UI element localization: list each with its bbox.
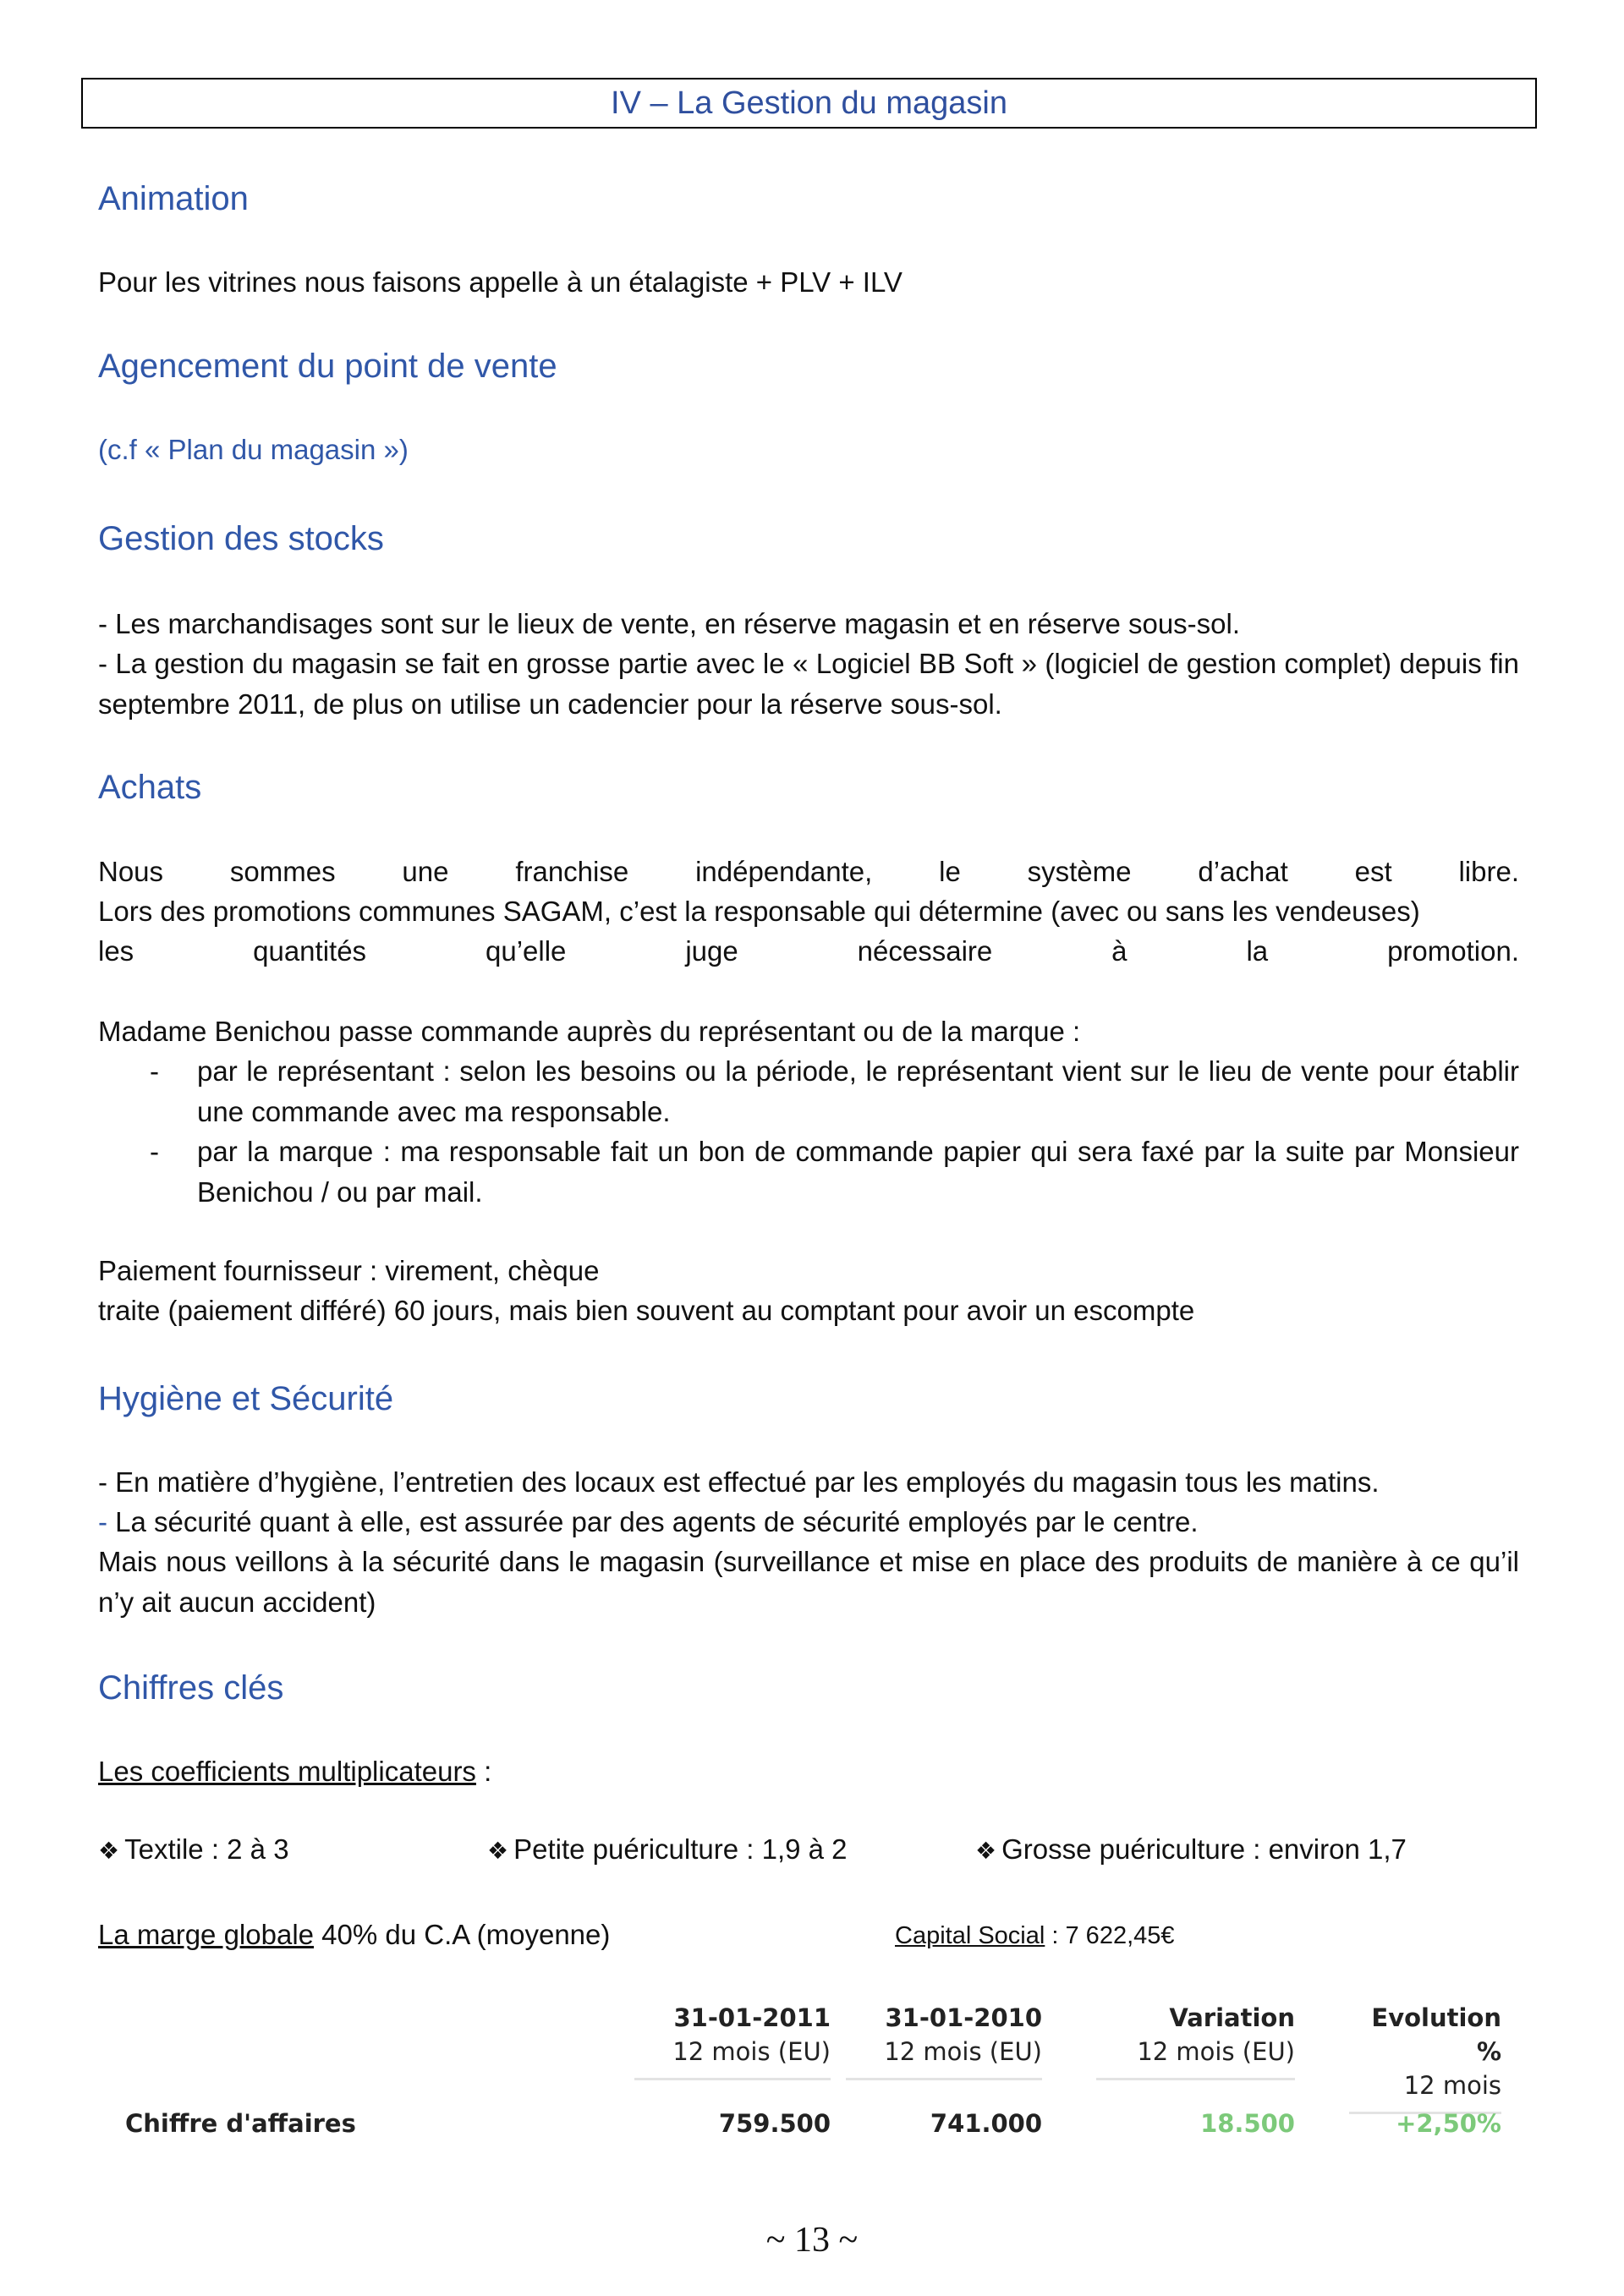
table-cell: 759.500 <box>718 2109 831 2138</box>
coef-item <box>487 1833 848 1866</box>
stocks-line-1: - Les marchandisages sont sur le lieux de vente, en réserve magasin et en réserve sous-sol. <box>98 608 1241 639</box>
coef-text: Textile : 2 à 3 <box>124 1833 289 1865</box>
heading-achats: Achats <box>98 769 202 806</box>
coef-title: Les coefficients multiplicateurs <box>98 1756 476 1787</box>
diamond-bullet-icon: ❖ <box>975 1838 997 1864</box>
diamond-bullet-icon: ❖ <box>487 1838 509 1864</box>
achats-intro: Madame Benichou passe commande auprès du représentant ou de la marque : <box>98 1016 1081 1047</box>
achats-line-3: les quantités qu’elle juge nécessaire à la promotion. <box>98 935 1519 967</box>
capital-value: : 7 622,45€ <box>1045 1922 1175 1949</box>
coef-title-line <box>98 1751 1519 1792</box>
heading-stocks: Gestion des stocks <box>98 520 384 557</box>
column-header-period: 12 mois (EU) <box>672 2037 831 2066</box>
column-divider <box>634 2078 831 2080</box>
list-item-text: par le représentant : selon les besoins ou la période, le représentant vient sur le lieu de vente pour établir une commande avec ma responsable. <box>197 1055 1519 1127</box>
heading-animation: Animation <box>98 180 249 217</box>
hygiene-line-1: - En matière d’hygiène, l’entretien des locaux est effectué par les employés du magasin tous les matins. <box>98 1466 1380 1498</box>
dash-marker: - <box>150 1055 159 1087</box>
column-divider <box>846 2078 1042 2080</box>
coef-row <box>98 1833 1536 1876</box>
column-header <box>634 2001 831 2069</box>
list-item <box>98 1051 1519 1132</box>
achats-line-2: Lors des promotions communes SAGAM, c’est la responsable qui détermine (avec ou sans les vendeuses) <box>98 896 1420 927</box>
heading-hygiene: Hygiène et Sécurité <box>98 1380 394 1417</box>
chapter-title: IV – La Gestion du magasin <box>81 78 1537 129</box>
achats-line-1: Nous sommes une franchise indépendante, le système d’achat est libre. <box>98 856 1519 887</box>
list-item-text: par la marque : ma responsable fait un bon de commande papier qui sera faxé par la suite par Monsieur Benichou / ou par mail. <box>197 1136 1519 1208</box>
heading-chiffres: Chiffres clés <box>98 1669 284 1707</box>
stocks-line-2: - La gestion du magasin se fait en grosse partie avec le « Logiciel BB Soft » (logiciel de gestion complet) depuis fin septembre 2011, de plus on utilise un cadencier pour la réserve sous-sol. <box>98 648 1519 720</box>
heading-agencement: Agencement du point de vente <box>98 348 557 385</box>
column-header <box>1349 2001 1501 2102</box>
column-header-period: 12 mois (EU) <box>1137 2037 1295 2066</box>
coef-item <box>975 1833 1407 1866</box>
achats-bullet-list <box>98 1051 1519 1212</box>
column-header <box>846 2001 1042 2069</box>
table-cell: 741.000 <box>930 2109 1042 2138</box>
payment-line-1: Paiement fournisseur : virement, chèque <box>98 1255 600 1286</box>
hygiene-line-2-text: La sécurité quant à elle, est assurée par des agents de sécurité employés par le centre. <box>107 1506 1199 1537</box>
page-number: ~ 13 ~ <box>765 2221 859 2260</box>
column-header-title: Evolution % <box>1371 2003 1501 2066</box>
hygiene-line-3: Mais nous veillons à la sécurité dans le magasin (surveillance et mise en place des produits de manière à ce qu’il n’y ait aucun accident) <box>98 1546 1519 1618</box>
marge-value: 40% du C.A (moyenne) <box>314 1919 611 1950</box>
agencement-text: (c.f « Plan du magasin ») <box>98 434 409 465</box>
capital-label: Capital Social <box>895 1922 1045 1949</box>
capital-line <box>895 1916 1487 1957</box>
marge-line <box>98 1915 859 1955</box>
hygiene-line-2 <box>98 1502 1519 1543</box>
column-header-date: 31-01-2011 <box>673 2003 831 2032</box>
column-header-period: 12 mois <box>1403 2071 1501 2100</box>
marge-label: La marge globale <box>98 1919 315 1950</box>
payment-line-2: traite (paiement différé) 60 jours, mais bien souvent au comptant pour avoir un escompte <box>98 1295 1195 1326</box>
coef-text: Petite puériculture : 1,9 à 2 <box>513 1833 848 1865</box>
coef-text: Grosse puériculture : environ 1,7 <box>1001 1833 1407 1865</box>
list-item <box>98 1132 1519 1212</box>
column-header-title: Variation <box>1169 2003 1295 2032</box>
animation-text: Pour les vitrines nous faisons appelle à un étalagiste + PLV + ILV <box>98 266 903 298</box>
column-divider <box>1096 2078 1295 2080</box>
row-label: Chiffre d'affaires <box>125 2109 356 2138</box>
column-header <box>1096 2001 1295 2069</box>
dash-marker: - <box>98 1506 107 1537</box>
diamond-bullet-icon: ❖ <box>98 1838 120 1864</box>
table-cell-evolution: +2,50% <box>1396 2109 1501 2138</box>
coef-item <box>98 1833 289 1866</box>
table-cell-variation: 18.500 <box>1200 2109 1295 2138</box>
dash-marker: - <box>150 1136 159 1167</box>
column-header-date: 31-01-2010 <box>885 2003 1042 2032</box>
column-header-period: 12 mois (EU) <box>884 2037 1042 2066</box>
coef-colon: : <box>475 1756 492 1787</box>
